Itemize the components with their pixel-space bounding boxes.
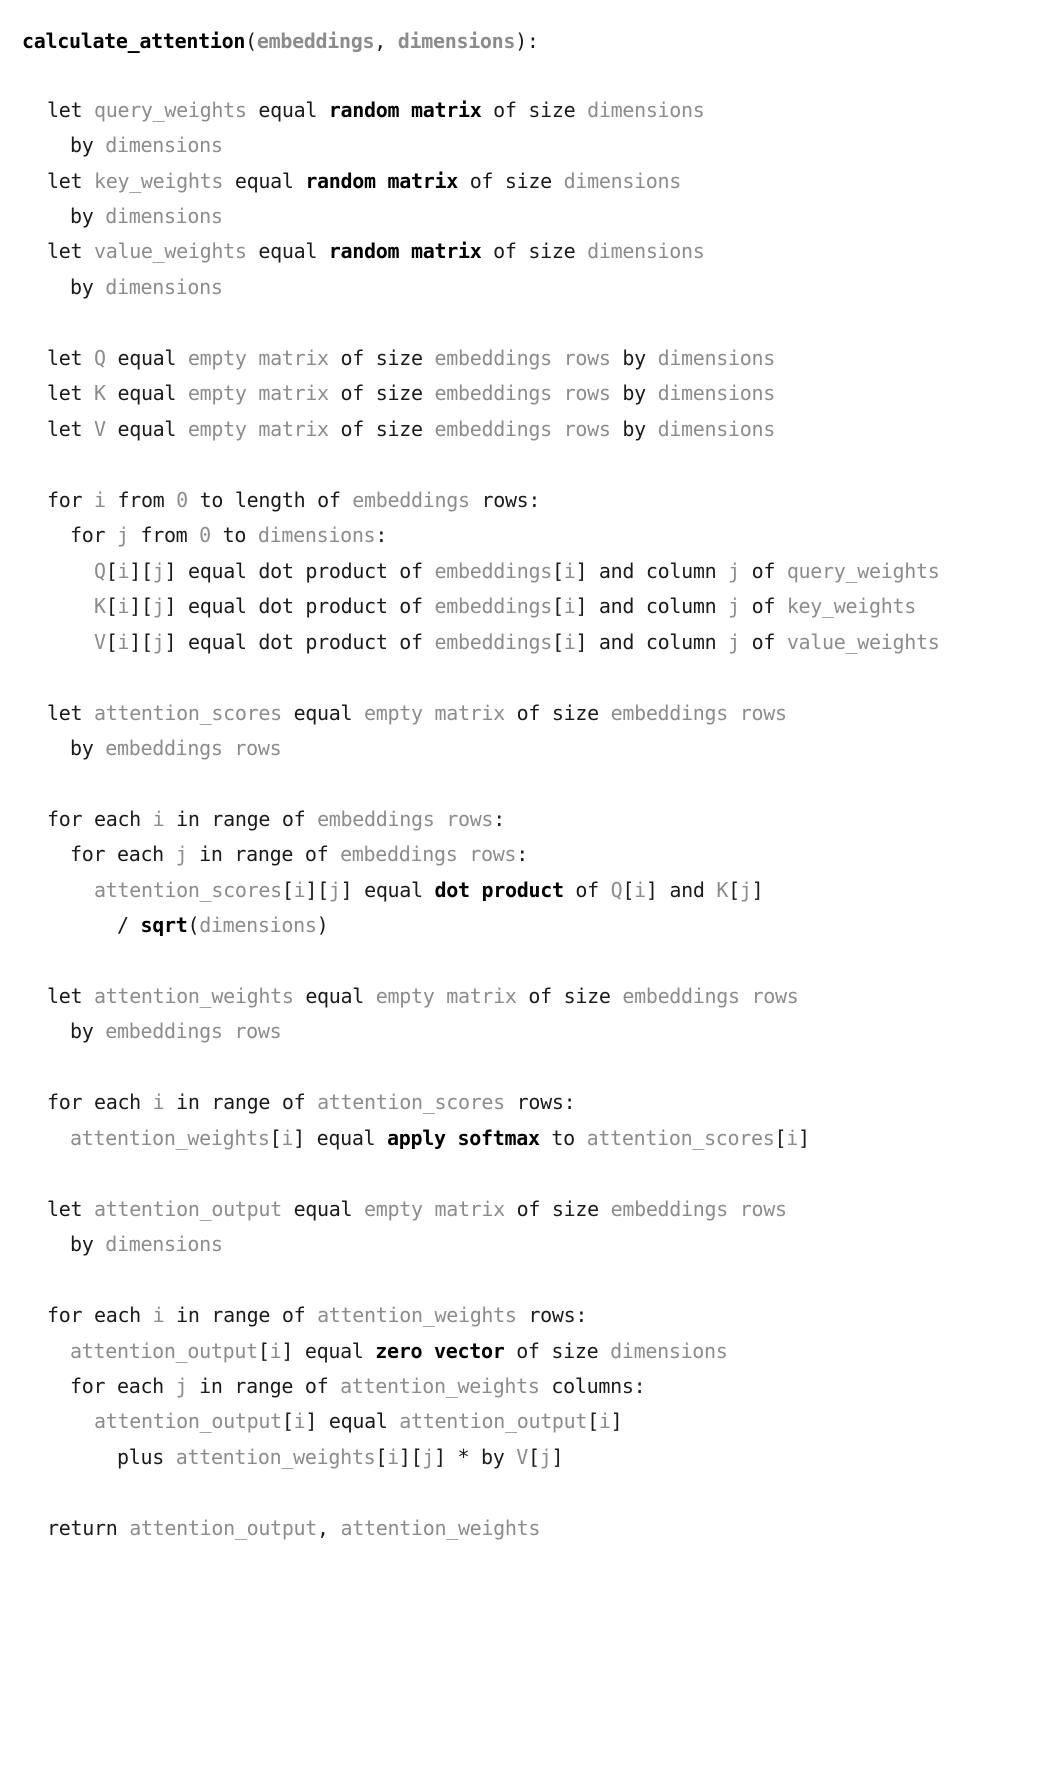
code-identifier: attention_output [399,1409,588,1433]
code-identifier: i [117,559,130,583]
code-emphasis: calculate_attention [22,29,246,53]
code-keyword: rows: [516,1303,588,1327]
code-identifier: i [93,488,106,512]
code-keyword: ] equal dot product of [164,594,435,618]
code-keyword: , [374,29,398,53]
code-keyword: [ [587,1409,599,1433]
code-keyword: [ [728,878,740,902]
code-identifier: dimensions [563,169,682,193]
code-keyword: ] and [645,878,717,902]
code-keyword: ] equal [305,1409,400,1433]
code-identifier: j [728,594,740,618]
code-identifier: i [281,1126,294,1150]
code-keyword: by [70,736,106,760]
code-identifier: j [152,559,165,583]
code-keyword: equal [105,417,188,441]
code-keyword: equal [281,701,365,725]
code-keyword: for each [47,1090,153,1114]
code-keyword: for each [70,842,176,866]
code-identifier: attention_output [94,1409,282,1433]
code-keyword: ( [187,913,200,937]
code-identifier: dimensions [657,381,775,405]
code-line [70,201,223,231]
code-keyword: [ [257,1339,270,1363]
code-line [47,166,681,196]
code-identifier: embeddings [434,630,552,654]
code-identifier: attention_output [93,1197,282,1221]
code-keyword: ] [751,878,764,902]
code-keyword: [ [105,594,118,618]
code-line [47,804,505,834]
code-identifier: j [422,1445,435,1469]
code-keyword: [ [105,630,118,654]
code-identifier: dimensions [657,346,775,370]
code-line [47,236,705,266]
code-keyword: ][ [398,1445,423,1469]
code-keyword: let [47,346,94,370]
code-identifier: 0 [199,523,211,547]
code-keyword: in range of [187,1374,341,1398]
code-identifier: attention_scores [94,878,282,902]
code-identifier: key_weights [786,594,916,618]
code-keyword: , [317,1516,341,1540]
code-keyword: let [47,417,94,441]
code-line [47,485,540,515]
code-keyword: for each [70,1374,176,1398]
code-identifier: empty matrix [375,984,517,1008]
code-identifier: embeddings [256,29,375,53]
code-keyword: of size [504,701,611,725]
code-keyword: in range of [187,842,341,866]
code-identifier: key_weights [93,169,224,193]
code-keyword: by [70,275,106,299]
code-keyword: ] [610,1409,623,1433]
code-keyword: columns: [539,1374,646,1398]
code-keyword: ] equal dot product of [164,559,435,583]
code-keyword: equal [246,98,329,122]
code-identifier: i [563,594,576,618]
code-keyword: ] and column [575,559,729,583]
code-keyword: equal [105,346,188,370]
code-keyword: of size [516,984,623,1008]
code-keyword: let [47,984,94,1008]
code-identifier: empty matrix [187,417,329,441]
code-identifier: V [516,1445,528,1469]
code-identifier: attention_weights [93,984,294,1008]
code-identifier: i [117,630,130,654]
code-line [94,591,916,621]
code-identifier: dimensions [105,275,223,299]
code-keyword: from [128,523,200,547]
code-identifier: i [563,630,576,654]
code-line [47,1300,587,1330]
code-identifier: dimensions [105,133,223,157]
code-emphasis: dot product [434,878,564,902]
code-identifier: empty matrix [364,1197,505,1221]
code-identifier: attention_weights [317,1303,517,1327]
code-identifier: embeddings rows [340,842,517,866]
code-keyword: : [493,807,505,831]
code-identifier: K [94,594,106,618]
code-identifier: attention_output [70,1339,258,1363]
code-identifier: K [93,381,106,405]
code-line [47,343,775,373]
code-identifier: i [152,807,165,831]
code-identifier: j [739,878,752,902]
code-keyword: [ [528,1445,540,1469]
code-keyword: rows: [469,488,541,512]
code-identifier: 0 [176,488,188,512]
code-emphasis: random matrix [328,98,482,122]
code-keyword: of [563,878,611,902]
code-identifier: empty matrix [187,381,329,405]
code-identifier: dimensions [105,204,223,228]
code-identifier: dimensions [257,523,376,547]
code-line [70,1016,281,1046]
code-keyword: : [375,523,388,547]
code-line [70,520,387,550]
code-keyword: for each [47,807,153,831]
code-line [117,1442,563,1472]
code-emphasis: zero vector [375,1339,505,1363]
code-keyword: [ [774,1126,787,1150]
code-identifier: query_weights [93,98,247,122]
code-line [70,839,528,869]
code-keyword: ][ [129,559,153,583]
code-keyword: by [610,346,658,370]
code-identifier: attention_weights [340,1516,541,1540]
code-keyword: ] equal dot product of [164,630,435,654]
code-keyword: return [47,1516,130,1540]
code-keyword: of size [328,381,435,405]
code-keyword: [ [281,1409,294,1433]
code-keyword: equal [281,1197,365,1221]
code-identifier: attention_weights [340,1374,540,1398]
code-identifier: dimensions [105,1232,223,1256]
code-line [22,26,539,56]
code-identifier: value_weights [93,239,247,263]
code-keyword: by [70,1019,106,1043]
code-keyword: to length of [187,488,353,512]
code-keyword: of [739,559,787,583]
code-keyword: ] * by [434,1445,517,1469]
code-keyword: ): [515,29,539,53]
code-keyword: [ [269,1126,282,1150]
code-emphasis: sqrt [140,913,188,937]
code-keyword: of size [457,169,564,193]
code-keyword: ( [245,29,257,53]
code-identifier: attention_scores [93,701,282,725]
code-identifier: embeddings rows [105,736,282,760]
code-identifier: embeddings rows [434,381,611,405]
code-line [70,130,223,160]
code-line [47,414,775,444]
code-identifier: embeddings [352,488,470,512]
code-identifier: i [293,1409,306,1433]
code-keyword: let [47,381,94,405]
code-keyword: [ [622,878,635,902]
code-identifier: i [152,1303,165,1327]
code-keyword: let [47,239,94,263]
code-keyword: let [47,169,94,193]
code-keyword: in range of [164,1303,318,1327]
code-keyword: plus [117,1445,176,1469]
code-keyword: [ [551,594,564,618]
code-keyword: equal [246,239,329,263]
code-keyword: ] [551,1445,564,1469]
code-line [70,733,281,763]
code-identifier: embeddings rows [610,701,787,725]
code-emphasis: random matrix [305,169,458,193]
code-identifier: i [563,559,576,583]
code-identifier: empty matrix [364,701,505,725]
code-keyword: [ [281,878,294,902]
code-keyword: for [70,523,117,547]
code-keyword: of size [328,417,435,441]
code-keyword: by [70,204,106,228]
code-keyword: by [610,381,658,405]
code-identifier: empty matrix [187,346,329,370]
code-identifier: embeddings rows [610,1197,787,1221]
code-identifier: V [94,630,106,654]
code-identifier: j [116,523,129,547]
code-line [47,95,705,125]
code-identifier: embeddings [434,594,552,618]
code-identifier: Q [610,878,623,902]
code-line [94,556,939,586]
code-identifier: V [93,417,106,441]
code-keyword: rows: [504,1090,576,1114]
code-keyword: let [47,701,94,725]
code-identifier: Q [93,346,106,370]
code-identifier: dimensions [199,913,317,937]
code-identifier: embeddings rows [622,984,799,1008]
code-keyword: of size [504,1339,611,1363]
code-identifier: attention_output [129,1516,318,1540]
code-identifier: i [387,1445,399,1469]
code-line [47,378,775,408]
code-keyword: [ [375,1445,388,1469]
code-identifier: dimensions [657,417,775,441]
code-identifier: embeddings rows [434,417,611,441]
code-identifier: query_weights [786,559,940,583]
code-identifier: j [152,594,165,618]
code-keyword: of size [504,1197,611,1221]
code-keyword: to [539,1126,587,1150]
code-identifier: embeddings [434,559,552,583]
code-identifier: embeddings rows [317,807,494,831]
code-keyword: of [739,594,787,618]
code-keyword: [ [551,630,564,654]
code-keyword: in range of [164,807,318,831]
code-identifier: dimensions [397,29,516,53]
code-keyword: from [105,488,177,512]
code-identifier: value_weights [786,630,940,654]
code-identifier: embeddings rows [434,346,611,370]
code-identifier: i [293,878,306,902]
code-identifier: attention_scores [317,1090,505,1114]
code-keyword: ] and column [575,630,729,654]
code-keyword: ] [798,1126,810,1150]
code-identifier: Q [94,559,106,583]
code-line [47,698,787,728]
code-identifier: attention_weights [70,1126,270,1150]
code-identifier: i [786,1126,799,1150]
code-emphasis: random matrix [328,239,482,263]
code-keyword: by [70,1232,106,1256]
code-keyword: of size [481,98,588,122]
code-keyword: ] and column [575,594,729,618]
code-identifier: dimensions [587,98,705,122]
code-keyword: in range of [164,1090,318,1114]
code-keyword: of size [328,346,435,370]
code-keyword: by [70,133,106,157]
code-identifier: K [716,878,729,902]
code-line [47,1087,575,1117]
code-keyword: for [47,488,94,512]
code-keyword: equal [223,169,306,193]
code-keyword: let [47,1197,94,1221]
code-identifier: j [728,630,740,654]
code-keyword: equal [105,381,188,405]
code-keyword: ] equal [281,1339,376,1363]
code-line [47,981,798,1011]
code-line [94,627,939,657]
code-line [94,1406,622,1436]
code-identifier: j [175,842,188,866]
code-keyword: [ [551,559,564,583]
code-keyword: [ [105,559,118,583]
code-keyword: by [610,417,658,441]
code-line [70,1371,645,1401]
code-keyword: to [210,523,258,547]
code-identifier: j [175,1374,188,1398]
code-keyword: ] equal [340,878,435,902]
code-emphasis: apply softmax [387,1126,540,1150]
code-line [47,1194,787,1224]
code-line [70,1336,728,1366]
code-identifier: j [152,630,165,654]
code-identifier: i [634,878,646,902]
code-keyword: ] equal [293,1126,388,1150]
code-line [70,1123,810,1153]
code-keyword: for each [47,1303,153,1327]
code-identifier: j [328,878,341,902]
code-keyword: ) [316,913,329,937]
code-identifier: i [269,1339,282,1363]
code-keyword: : [516,842,528,866]
code-identifier: attention_scores [586,1126,775,1150]
code-line [70,1229,223,1259]
code-keyword: ][ [129,594,153,618]
code-keyword: of [739,630,787,654]
code-identifier: i [117,594,130,618]
code-identifier: attention_weights [175,1445,376,1469]
code-keyword: / [117,913,141,937]
code-identifier: j [539,1445,552,1469]
code-identifier: dimensions [587,239,705,263]
code-identifier: j [728,559,740,583]
code-line [47,1513,540,1543]
code-line [117,910,328,940]
code-keyword: let [47,98,94,122]
code-identifier: i [152,1090,165,1114]
code-line [70,272,223,302]
code-identifier: dimensions [610,1339,728,1363]
code-keyword: of size [481,239,588,263]
code-keyword: equal [293,984,376,1008]
code-identifier: i [598,1409,611,1433]
code-line [94,875,763,905]
code-keyword: ][ [305,878,329,902]
code-identifier: embeddings rows [105,1019,282,1043]
code-keyword: ][ [129,630,153,654]
